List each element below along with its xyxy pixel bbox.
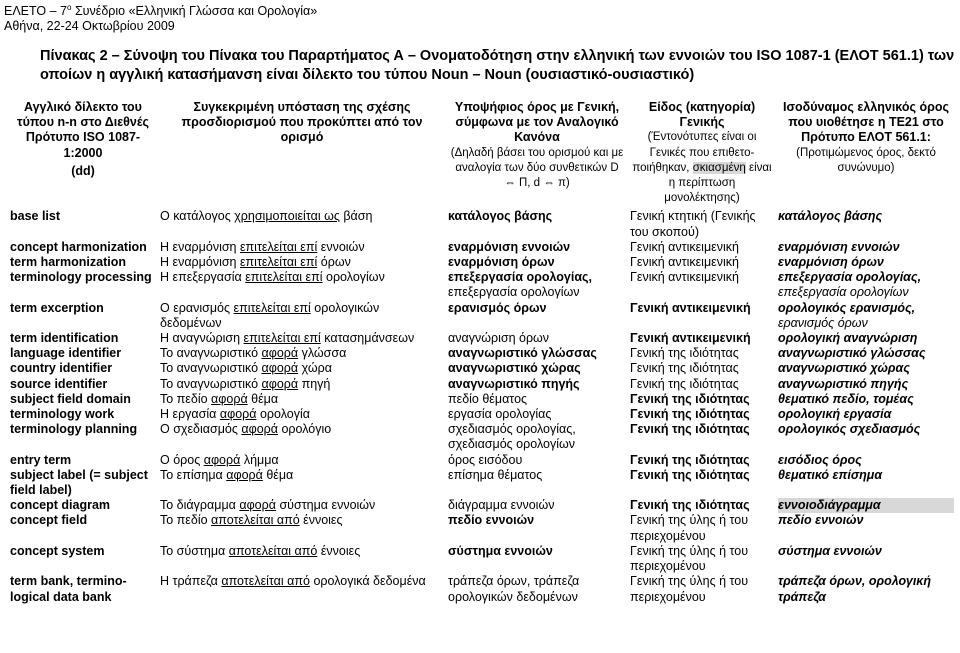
relation-cell [158,544,446,574]
genitive-type-cell: Γενική της ιδιότητας [630,422,750,437]
relation-cell [158,453,446,468]
relation-text: Το διάγραμμα [160,498,240,513]
relation-text: Ο σχεδιασμός [160,422,242,437]
greek-equivalent-preferred: πεδίο εννοιών [778,513,864,528]
relation-cell [158,209,446,239]
relation-text: Η επεξεργασία [160,270,246,285]
greek-equivalent-cell [776,377,956,392]
relation-text: Ο όρος [160,452,204,467]
greek-equivalent-cell [776,301,956,331]
relation-object: ορολόγιο [278,422,332,437]
greek-equivalent-preferred: θεματικό επίσημα [778,467,883,482]
relation-cell [158,301,446,331]
greek-equivalent-preferred: θεματικό πεδίο, τομέας [778,391,914,406]
english-term-cell: terminology processing [10,270,152,285]
greek-equivalent-preferred: ορολογική αναγνώριση [778,331,918,346]
candidate-term-cell [446,209,628,239]
relation-verb: αποτελείται από [221,574,310,589]
greek-equivalent-preferred: αναγνωριστικό πηγής [778,376,909,391]
relation-text: Το αναγνωριστικό [160,376,262,391]
candidate-term-normal: εργασία ορολογίας [448,407,552,422]
english-term-cell: term identification [10,331,119,346]
english-term-cell: source identifier [10,376,108,391]
relation-verb: επιτελείται επί [239,255,318,270]
greek-equivalent-preferred: εναρμόνιση όρων [778,255,884,270]
relation-verb: αφορά [241,422,278,437]
relation-cell [158,498,446,513]
relation-verb: αποτελείται από [228,543,318,558]
relation-object: ορολογικά δεδομένα [309,574,426,589]
table-row [8,407,956,422]
relation-object: θέμα [262,467,294,482]
candidate-term-bold: ερανισμός όρων [448,300,547,315]
genitive-type-cell: Γενική της ύλης ή του περιεχομένου [630,513,749,543]
greek-equivalent-preferred: εννοιοδιάγραμμα [778,498,954,513]
relation-text: Η εναρμόνιση [160,255,240,270]
greek-equivalent-preferred: τράπεζα όρων, ορολογική τράπεζα [778,574,932,604]
greek-equivalent-cell [776,513,956,543]
greek-equivalent-preferred: ορολογική εργασία [778,407,892,422]
relation-object: σύστημα εννοιών [275,498,376,513]
relation-object: ορολογία [256,407,310,422]
greek-equivalent-preferred: αναγνωριστικό χώρας [778,361,910,376]
relation-text: Το σύστημα [160,543,229,558]
table-row [8,574,956,604]
genitive-type-cell: Γενική αντικειμενική [630,239,739,254]
greek-equivalent-cell [776,422,956,452]
table-row [8,301,956,331]
table-row [8,361,956,376]
english-term-cell: subject label (= subject field label) [10,467,148,498]
candidate-term-normal: αναγνώριση όρων [448,331,550,346]
english-term-cell: term excerption [10,300,104,315]
genitive-type-cell: Γενική της ιδιότητας [630,346,739,361]
candidate-term-normal: επεξεργασία ορολογίων [448,285,580,300]
table-header-row [8,100,956,209]
greek-equivalent-cell [776,240,956,255]
english-term-cell: concept field [10,513,88,528]
greek-equivalent-preferred: ορολογικός σχεδιασμός [778,422,921,437]
candidate-term-cell [446,544,628,574]
relation-object: εννοιών [317,239,365,254]
greek-equivalent-cell [776,498,956,513]
english-term-cell: subject field domain [10,391,131,406]
greek-equivalent-cell [776,407,956,422]
relation-cell [158,240,446,255]
candidate-term-bold: αναγνωριστικό χώρας [448,361,581,376]
relation-text: Ο κατάλογος [160,209,235,224]
relation-text: Η εργασία [160,407,220,422]
candidate-term-bold: αναγνωριστικό πηγής [448,376,580,391]
table-row [8,331,956,346]
relation-text: Η εναρμόνιση [160,239,240,254]
genitive-type-cell: Γενική της ιδιότητας [630,498,750,513]
terms-table [8,100,956,605]
relation-cell [158,422,446,452]
relation-verb: χρησιμοποιείται ως [234,209,340,224]
english-term-cell: term harmonization [10,255,126,270]
candidate-term-cell [446,407,628,422]
genitive-type-cell: Γενική αντικειμενική [630,270,739,285]
candidate-term-cell [446,331,628,346]
greek-equivalent-cell [776,392,956,407]
genitive-type-cell: Γενική της ιδιότητας [630,407,750,422]
relation-object: ορολογίων [322,270,385,285]
candidate-term-cell [446,574,628,604]
relation-verb: αφορά [226,467,263,482]
candidate-term-cell [446,240,628,255]
genitive-type-cell: Γενική της ιδιότητας [630,391,750,406]
greek-equivalent-cell [776,574,956,604]
relation-verb: αφορά [219,407,257,422]
relation-verb: αποτελείται από [211,513,300,528]
table-row [8,453,956,468]
relation-object: έννοιες [299,513,343,528]
greek-equivalent-preferred: σύστημα εννοιών [778,543,882,558]
col-header-candidate-term: Υποψήφιος όρος με Γενική, σύμφωνα με τον Αναλογικό Κανόνα (Δηλαδή βάσει του ορισμού και με αναλογία των δύο συνθετικών D ⇔ Π, d ⇔ π) [450,100,624,190]
relation-text: Το αναγνωριστικό [160,346,262,361]
greek-equivalent-cell [776,255,956,270]
english-term-cell: term bank, termino-logical data bank [10,574,127,604]
table-row [8,255,956,270]
relation-verb: αφορά [261,376,299,391]
table-row [8,422,956,452]
relation-verb: αφορά [261,361,299,376]
table-row [8,346,956,361]
candidate-term-cell [446,301,628,331]
relation-object: βάση [339,209,373,224]
greek-equivalent-cell [776,209,956,239]
table-row [8,498,956,513]
relation-text: Η τράπεζα [160,574,222,589]
candidate-term-cell [446,422,628,452]
greek-equivalent-preferred: ορολογικός ερανισμός, [778,300,916,315]
table-row [8,392,956,407]
relation-cell [158,255,446,270]
relation-verb: αφορά [261,346,299,361]
greek-equivalent-preferred: εναρμόνιση εννοιών [778,239,900,254]
relation-object: όρων [317,255,351,270]
greek-equivalent-cell [776,331,956,346]
greek-equivalent-cell [776,468,956,498]
relation-object: λήμμα [240,452,279,467]
genitive-type-cell: Γενική της ιδιότητας [630,467,750,482]
greek-equivalent-synonym: επεξεργασία ορολογίων [778,285,909,300]
greek-equivalent-cell [776,346,956,361]
candidate-term-cell [446,361,628,376]
greek-equivalent-cell [776,361,956,376]
col-header-greek-equivalent: Ισοδύναμος ελληνικός όρος που υιοθέτησε η ΤΕ21 στο Πρότυπο ΕΛΟΤ 561.1: (Προτιμώμενος όρος, δεκτό συνώνυμο) [783,100,949,174]
relation-cell [158,513,446,543]
relation-object: πηγή [298,376,331,391]
relation-verb: αφορά [239,498,276,513]
relation-cell [158,392,446,407]
genitive-type-cell: Γενική της ύλης ή του περιεχομένου [630,574,749,604]
candidate-term-normal: επίσημα θέματος [448,467,543,482]
table-caption: Πίνακας 2 – Σύνοψη του Πίνακα του Παραρτήματος Α – Ονοματοδότηση στην ελληνική των εννοιών του ISO 1087-1 (ΕΛΟΤ 561.1) των οποίων η αγγλική κατασήμανση είναι δίλεκτο του τύπου Noun – Noun (ουσιαστικό-ουσιαστικό) [40,48,955,83]
relation-cell [158,346,446,361]
genitive-type-cell: Γενική κτητική (Γενικής του σκοπού) [630,209,756,239]
candidate-term-bold: κατάλογος βάσης [448,209,553,224]
candidate-term-cell [446,498,628,513]
greek-equivalent-synonym: ερανισμός όρων [778,315,868,330]
candidate-term-cell [446,270,628,300]
greek-equivalent-cell [776,544,956,574]
candidate-term-normal: όρος εισόδου [448,452,523,467]
table-row [8,270,956,300]
genitive-type-cell: Γενική της ιδιότητας [630,452,750,467]
english-term-cell: terminology work [10,407,115,422]
greek-equivalent-cell [776,270,956,300]
relation-text: Το πεδίο [160,391,212,406]
relation-verb: επιτελείται επί [233,300,311,315]
english-term-cell: language identifier [10,346,122,361]
english-term-cell: entry term [10,452,72,467]
genitive-type-cell: Γενική της ύλης ή του περιεχομένου [630,543,749,574]
candidate-term-normal: πεδίο θέματος [448,391,528,406]
greek-equivalent-cell [776,453,956,468]
relation-verb: επιτελείται επί [239,239,318,254]
relation-cell [158,331,446,346]
candidate-term-bold: σύστημα εννοιών [448,543,553,558]
relation-cell [158,468,446,498]
relation-cell [158,270,446,300]
candidate-term-cell [446,377,628,392]
relation-text: Το αναγνωριστικό [160,361,262,376]
english-term-cell: base list [10,209,61,224]
col-header-english-term: Αγγλικό δίλεκτο του τύπου n-n στο Διεθνές Πρότυπο ISO 1087-1:2000 (dd) [16,100,150,178]
relation-text: Το επίσημα [160,467,227,482]
table-row [8,544,956,574]
relation-object: ορολογικών δεδομένων [160,300,380,330]
greek-equivalent-preferred: κατάλογος βάσης [778,209,883,224]
genitive-type-cell: Γενική αντικειμενική [630,255,739,270]
candidate-term-cell [446,513,628,543]
genitive-type-cell: Γενική της ιδιότητας [630,376,739,391]
english-term-cell: terminology planning [10,422,138,437]
col-header-relation: Συγκεκριμένη υπόσταση της σχέσης προσδιορισμού που προκύπτει από τον ορισμό [181,100,423,145]
header-line-1: ΕΛΕΤΟ – $7^o$ Συνέδριο «Ελληνική Γλώσσα και Ορολογία» [4,3,318,19]
table-row [8,468,956,498]
english-term-cell: country identifier [10,361,113,376]
candidate-term-normal: διάγραμμα εννοιών [448,498,555,513]
candidate-term-bold: αναγνωριστικό γλώσσας [448,346,597,361]
relation-cell [158,574,446,604]
greek-equivalent-preferred: εισόδιος όρος [778,452,862,467]
relation-object: έννοιες [317,543,361,558]
candidate-term-cell [446,255,628,270]
candidate-term-bold: εναρμόνιση εννοιών [448,239,571,254]
table-row [8,209,956,239]
table-row [8,377,956,392]
header-line-2: Αθήνα, 22-24 Οκτωβρίου 2009 [4,19,175,34]
greek-equivalent-preferred: επεξεργασία ορολογίας, [778,270,922,285]
table-row [8,513,956,543]
relation-verb: επιτελείται επί [245,270,323,285]
genitive-type-cell: Γενική της ιδιότητας [630,361,739,376]
candidate-term-cell [446,346,628,361]
candidate-term-cell [446,468,628,498]
english-term-cell: concept diagram [10,498,111,513]
relation-object: θέμα [247,391,279,406]
candidate-term-normal: σχεδιασμός ορολογίας, σχεδιασμός ορολογίων [448,422,576,452]
relation-verb: αφορά [211,391,248,406]
genitive-type-cell: Γενική αντικειμενική [630,331,751,346]
relation-object: χώρα [298,361,332,376]
candidate-term-cell [446,453,628,468]
greek-equivalent-preferred: αναγνωριστικό γλώσσας [778,346,926,361]
english-term-cell: concept system [10,543,105,558]
relation-cell [158,407,446,422]
candidate-term-bold: επεξεργασία ορολογίας, [448,270,593,285]
english-term-cell: concept harmonization [10,239,147,254]
relation-verb: επιτελείται επί [243,331,321,346]
table-row [8,240,956,255]
relation-object: γλώσσα [298,346,347,361]
col-header-genitive-type: Είδος (κατηγορία) Γενικής (Έντονότυπες είναι οι Γενικές που επιθετο-ποιήθηκαν, σκιασμένη είναι η περίπτωση μονολέκτησης) [632,100,772,205]
genitive-type-cell: Γενική αντικειμενική [630,300,751,315]
candidate-term-cell [446,392,628,407]
candidate-term-normal: τράπεζα όρων, τράπεζα ορολογικών δεδομένων [448,574,580,604]
relation-cell [158,361,446,376]
relation-text: Ο ερανισμός [160,300,234,315]
running-header [4,0,317,34]
candidate-term-bold: εναρμόνιση όρων [448,255,555,270]
candidate-term-bold: πεδίο εννοιών [448,513,535,528]
relation-text: Η αναγνώριση [160,331,244,346]
relation-cell [158,377,446,392]
relation-verb: αφορά [203,452,241,467]
relation-text: Το πεδίο [160,513,212,528]
relation-object: κατασημάνσεων [320,331,415,346]
